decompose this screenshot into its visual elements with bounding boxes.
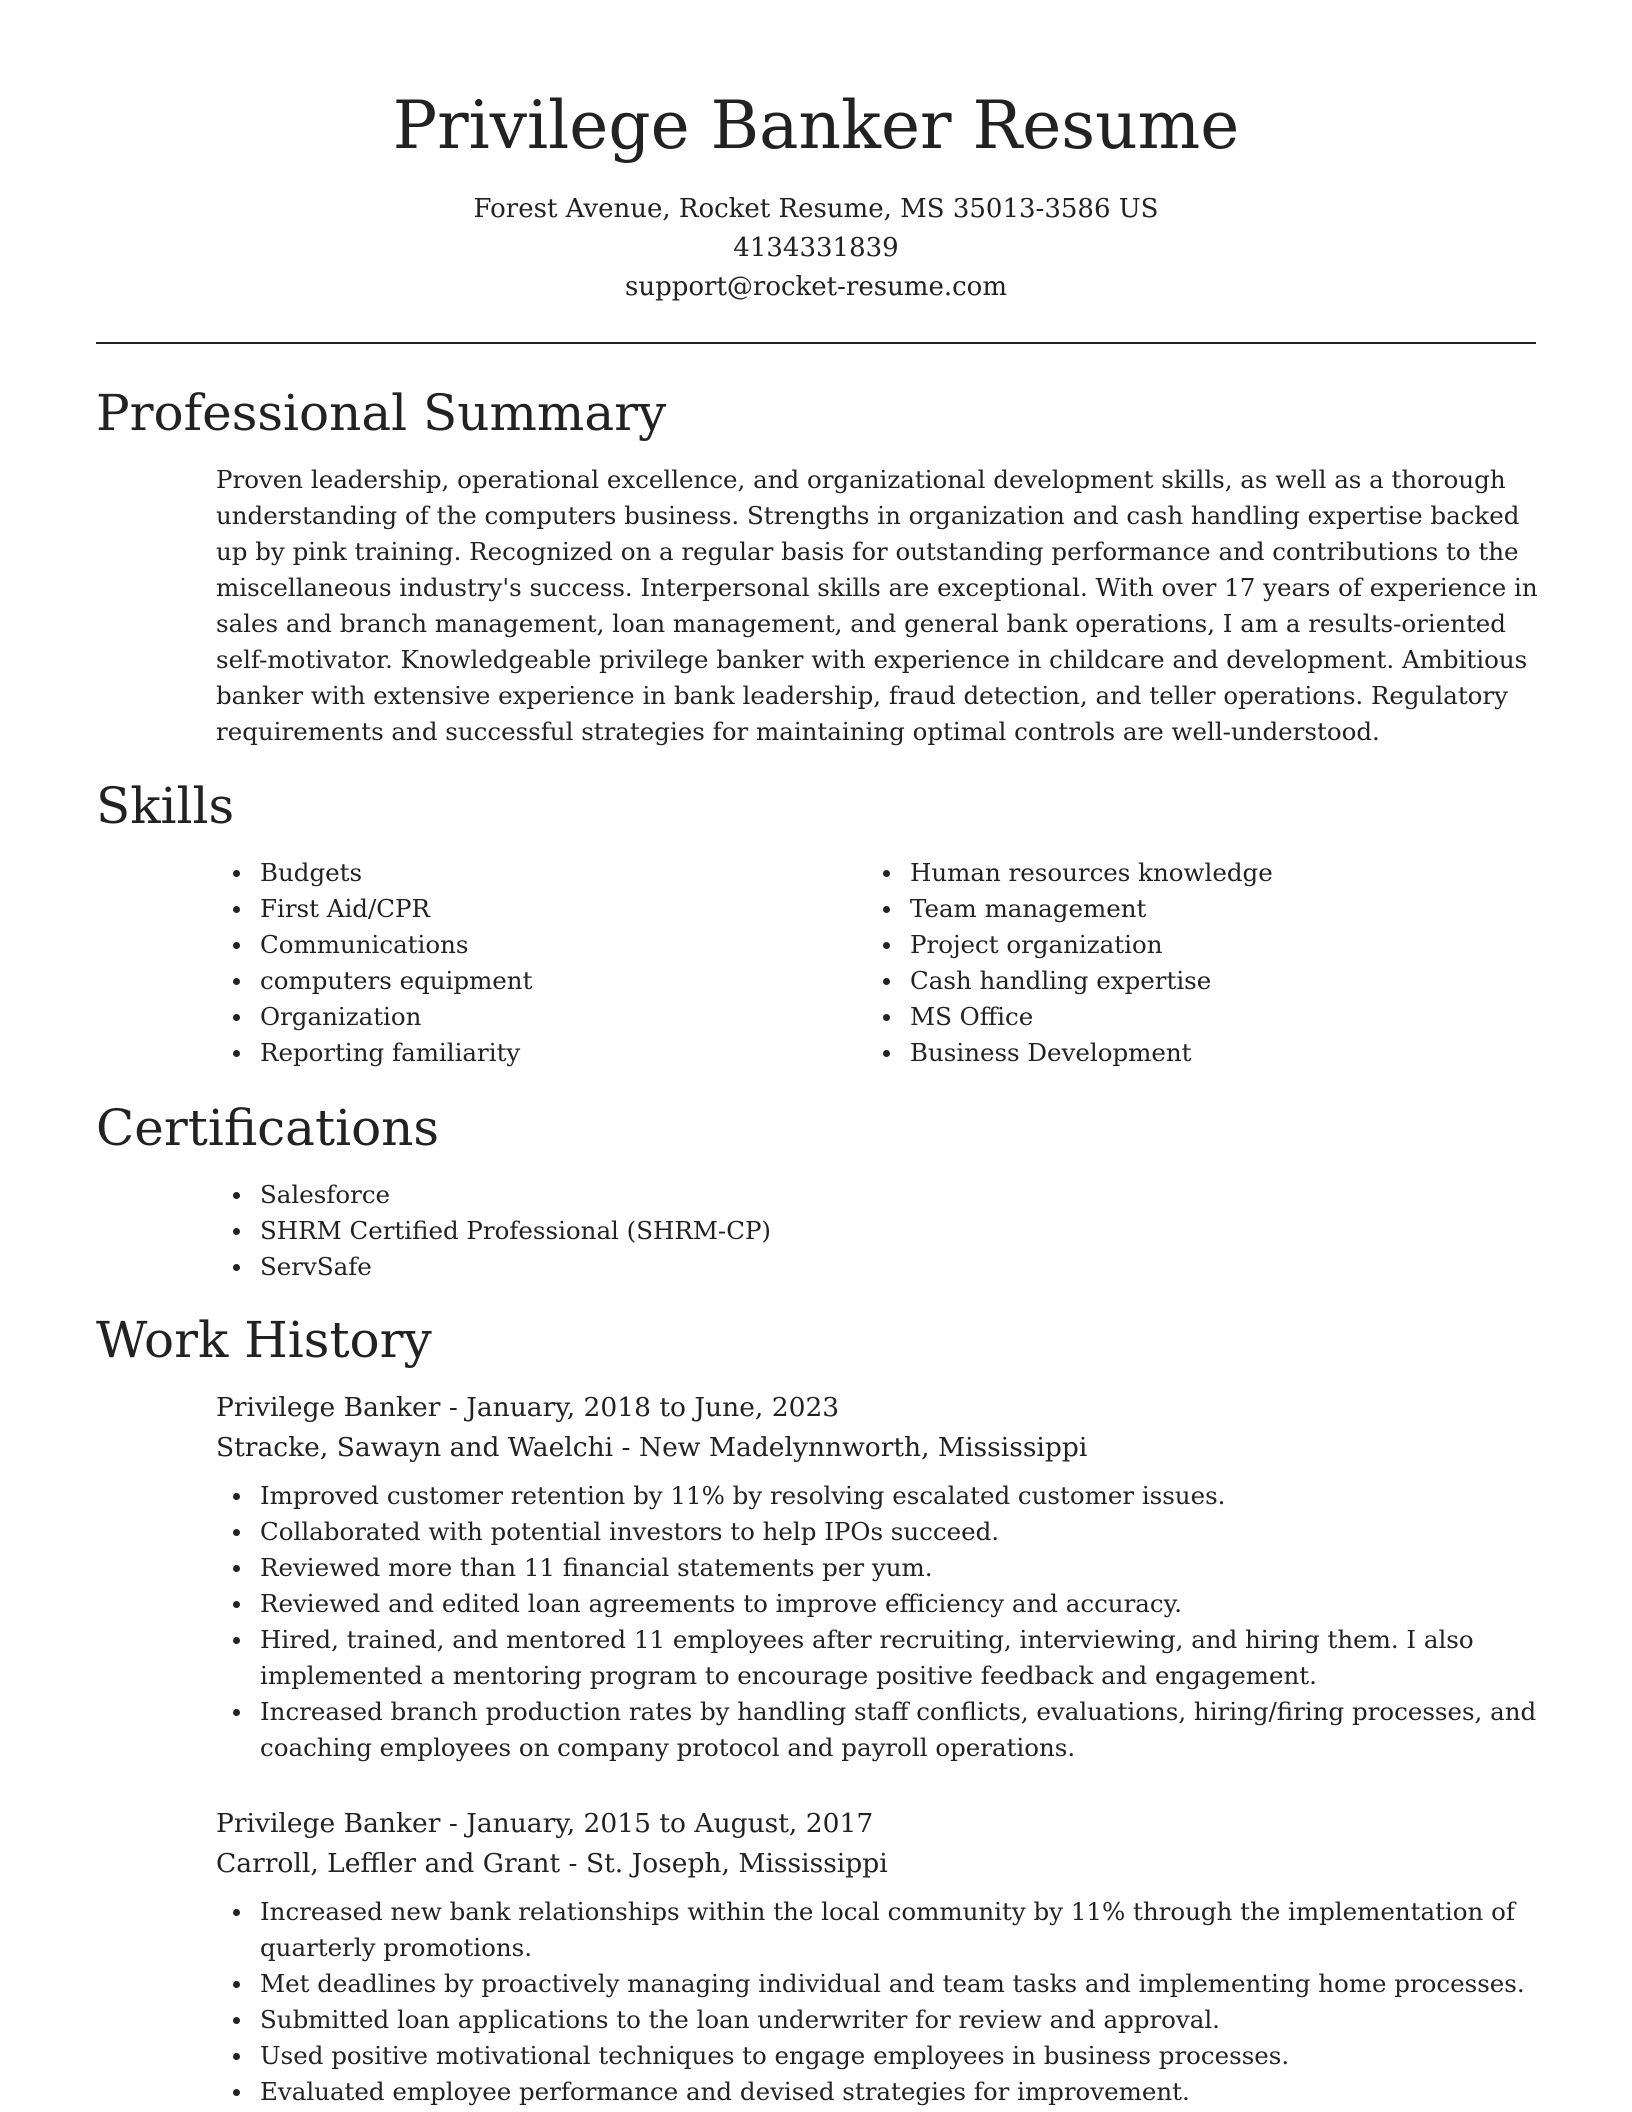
list-item: Team management — [866, 891, 1506, 927]
list-item: ServSafe — [216, 1249, 1516, 1285]
list-item: Business Development — [866, 1035, 1506, 1071]
separator: - — [613, 1432, 639, 1463]
page-title: Privilege Banker Resume — [392, 87, 1240, 164]
section-title-summary: Professional Summary — [96, 384, 667, 442]
job-entry — [216, 1388, 1538, 1766]
job-title-line — [216, 1804, 1538, 1844]
list-item: Budgets — [216, 855, 856, 891]
list-item: Improved customer retention by 11% by resolving escalated customer issues. — [216, 1478, 1538, 1514]
job-company: Carroll, Leffler and Grant — [216, 1848, 561, 1879]
job-entry — [216, 1804, 1538, 2110]
list-item: Hired, trained, and mentored 11 employees after recruiting, interviewing, and hiring them. I also implemented a mentoring program to encourage positive feedback and engagement. — [216, 1622, 1538, 1694]
header-divider — [96, 342, 1536, 344]
job-company: Stracke, Sawayn and Waelchi — [216, 1432, 614, 1463]
section-title-skills: Skills — [96, 777, 235, 835]
list-item: Increased new bank relationships within the local community by 11% through the implementation of quarterly promotions. — [216, 1894, 1538, 1966]
list-item: MS Office — [866, 999, 1506, 1035]
list-item: Evaluated employee performance and devised strategies for improvement. — [216, 2074, 1538, 2110]
contact-phone: 4134331839 — [733, 233, 899, 263]
separator: - — [440, 1808, 467, 1839]
job-bullets — [216, 1894, 1538, 2110]
list-item: computers equipment — [216, 963, 856, 999]
list-item: Salesforce — [216, 1177, 1516, 1213]
list-item: Project organization — [866, 927, 1506, 963]
separator: - — [440, 1392, 467, 1423]
list-item: SHRM Certified Professional (SHRM-CP) — [216, 1213, 1516, 1249]
contact-address: Forest Avenue, Rocket Resume, MS 35013-3586 US — [473, 194, 1159, 224]
job-location: New Madelynnworth, Mississippi — [638, 1432, 1088, 1463]
job-company-line — [216, 1428, 1538, 1468]
skills-list-right — [866, 855, 1506, 1071]
list-item: Reporting familiarity — [216, 1035, 856, 1071]
summary-text: Proven leadership, operational excellence, and organizational development skills, as well as a thorough understanding of the computers business. Strengths in organization and cash handling expertise backed up by pink training. Recognized on a regular basis for outstanding performance and contributions to the miscellaneous industry's success. Interpersonal skills are exceptional. With over 17 years of experience in sales and branch management, loan management, and general bank operations, I am a results-oriented self-motivator. Knowledgeable privilege banker with experience in childcare and development. Ambitious banker with extensive experience in bank leadership, fraud detection, and teller operations. Regulatory requirements and successful strategies for maintaining optimal controls are well-understood. — [216, 465, 1538, 746]
contact-block — [0, 190, 1632, 307]
job-title: Privilege Banker — [216, 1392, 441, 1423]
list-item: Met deadlines by proactively managing individual and team tasks and implementing home processes. — [216, 1966, 1538, 2002]
list-item: Human resources knowledge — [866, 855, 1506, 891]
section-title-certifications: Certifications — [96, 1099, 440, 1157]
list-item: Communications — [216, 927, 856, 963]
job-bullets — [216, 1478, 1538, 1766]
list-item: First Aid/CPR — [216, 891, 856, 927]
job-company-line — [216, 1844, 1538, 1884]
list-item: Used positive motivational techniques to engage employees in business processes. — [216, 2038, 1538, 2074]
list-item: Collaborated with potential investors to help IPOs succeed. — [216, 1514, 1538, 1550]
list-item: Submitted loan applications to the loan underwriter for review and approval. — [216, 2002, 1538, 2038]
list-item: Cash handling expertise — [866, 963, 1506, 999]
list-item: Increased branch production rates by handling staff conflicts, evaluations, hiring/firing processes, and coaching employees on company protocol and payroll operations. — [216, 1694, 1538, 1766]
job-location: St. Joseph, Mississippi — [585, 1848, 888, 1879]
job-title-line — [216, 1388, 1538, 1428]
job-title: Privilege Banker — [216, 1808, 441, 1839]
certifications-list — [216, 1177, 1516, 1285]
contact-email: support@rocket-resume.com — [624, 272, 1007, 302]
list-item: Organization — [216, 999, 856, 1035]
separator: - — [560, 1848, 586, 1879]
job-dates: January, 2015 to August, 2017 — [466, 1808, 874, 1839]
job-dates: January, 2018 to June, 2023 — [466, 1392, 840, 1423]
resume-header — [0, 0, 1632, 307]
list-item: Reviewed more than 11 financial statements per yum. — [216, 1550, 1538, 1586]
skills-list-left — [216, 855, 856, 1071]
list-item: Reviewed and edited loan agreements to improve efficiency and accuracy. — [216, 1586, 1538, 1622]
section-title-work-history: Work History — [96, 1311, 432, 1369]
